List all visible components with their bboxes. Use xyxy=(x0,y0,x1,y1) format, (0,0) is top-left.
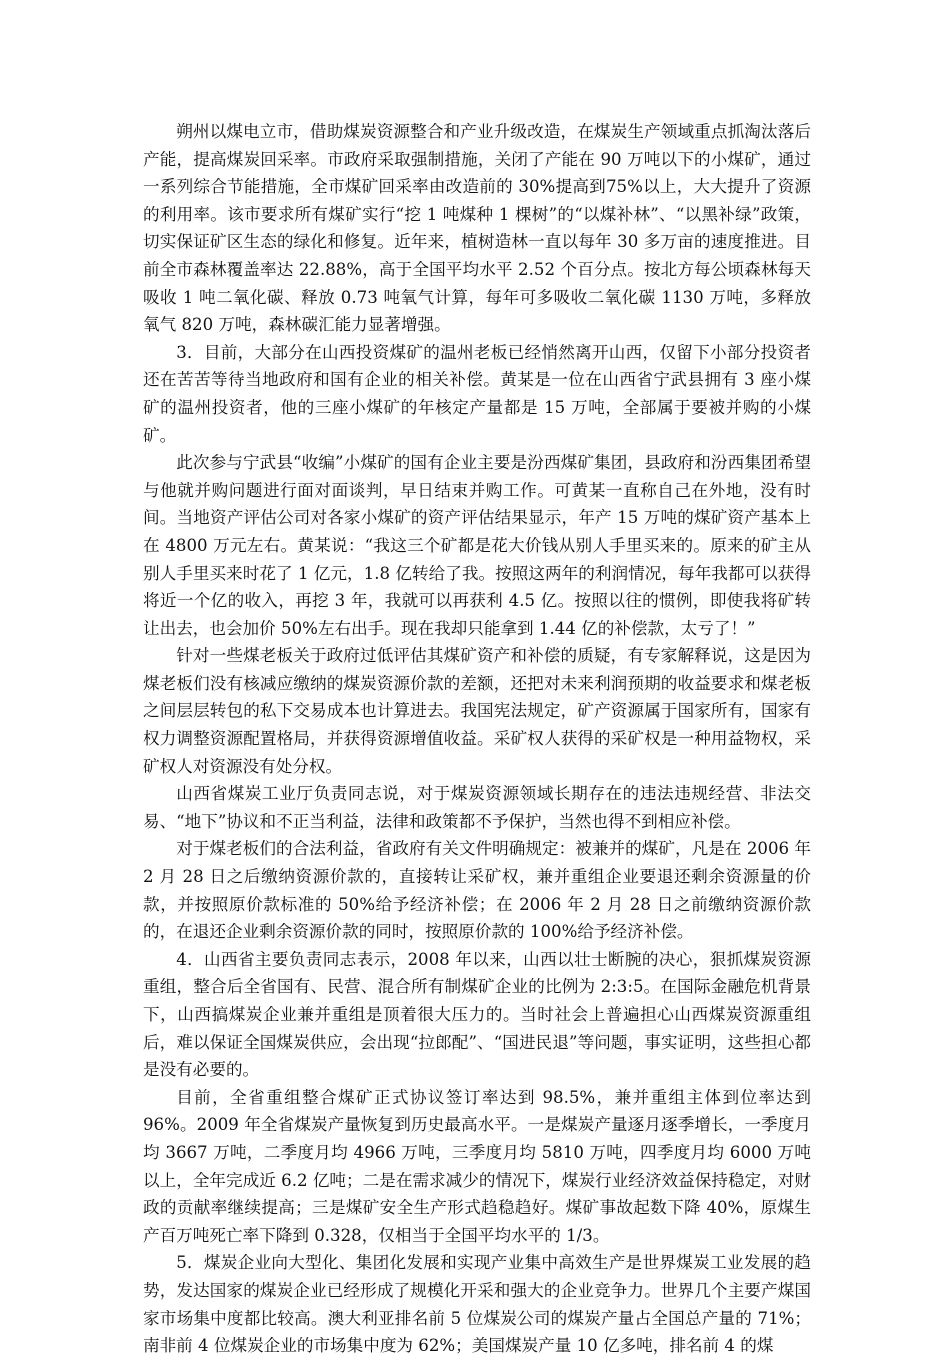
paragraph-coal-bureau: 山西省煤炭工业厅负责同志说，对于煤炭资源领域长期存在的违法违规经营、非法交易、“地下”协议和不正当利益，法律和政策都不予保护，当然也得不到相应补偿。 xyxy=(143,784,811,831)
paragraph-5: 5．煤炭企业向大型化、集团化发展和实现产业集中高效生产是世界煤炭工业发展的趋势，发达国家的煤炭企业已经形成了规模化开采和强大的企业竞争力。世界几个主要产煤国家市场集中度都比较高。澳大利亚排名前 5 位煤炭公司的煤炭产量占全国总产量的 71%；南非前 4 位煤炭企业的市场集中度为 62%；美国煤炭产量 10 亿多吨，排名前 4 的煤 xyxy=(143,1253,811,1356)
document-body xyxy=(143,118,811,1360)
paragraph-4: 4．山西省主要负责同志表示，2008 年以来，山西以壮士断腕的决心，狠抓煤炭资源重组，整合后全省国有、民营、混合所有制煤矿企业的比例为 2:3:5。在国际金融危机背景下，山西搞煤炭企业兼并重组是顶着很大压力的。当时社会上普遍担心山西煤炭资源重组后，难以保证全国煤炭供应，会出现“拉郎配”、“国进民退”等问题，事实证明，这些担心都是没有必要的。 xyxy=(143,949,811,1080)
paragraph-current-status: 目前，全省重组整合煤矿正式协议签订率达到 98.5%，兼并重组主体到位率达到 96%。2009 年全省煤炭产量恢复到历史最高水平。一是煤炭产量逐月逐季增长，一季度月均 3667 万吨，二季度月均 4966 万吨，三季度月均 5810 万吨，四季度月均 6000 万吨以上，全年完成近 6.2 亿吨；二是在需求减少的情况下，煤炭行业经济效益保持稳定，对财政的贡献率继续提高；三是煤矿安全生产形式趋稳趋好。煤矿事故起数下降 40%，原煤生产百万吨死亡率下降到 0.328，仅相当于全国平均水平的 1/3。 xyxy=(143,1087,811,1245)
paragraph-compensation: 对于煤老板们的合法利益，省政府有关文件明确规定：被兼并的煤矿，凡是在 2006 年 2 月 28 日之后缴纳资源价款的，直接转让采矿权，兼并重组企业要退还剩余资源量的价款，并按照原价款标准的 50%给予经济补偿；在 2006 年 2 月 28 日之前缴纳资源价款的，在退还企业剩余资源价款的同时，按照原价款的 100%给予经济补偿。 xyxy=(143,839,811,942)
paragraph-shuozhou: 朔州以煤电立市，借助煤炭资源整合和产业升级改造，在煤炭生产领域重点抓淘汰落后产能，提高煤炭回采率。市政府采取强制措施，关闭了产能在 90 万吨以下的小煤矿，通过一系列综合节能措施，全市煤矿回采率由改造前的 30%提高到75%以上，大大提升了资源的利用率。该市要求所有煤矿实行“挖 1 吨煤种 1 棵树”的“以煤补林”、“以黑补绿”政策，切实保证矿区生态的绿化和修复。近年来，植树造林一直以每年 30 多万亩的速度推进。目前全市森林覆盖率达 22.88%，高于全国平均水平 2.52 个百分点。按北方每公顷森林每天吸收 1 吨二氧化碳、释放 0.73 吨氧气计算，每年可多吸收二氧化碳 1130 万吨，多释放氧气 820 万吨，森林碳汇能力显著增强。 xyxy=(143,122,811,335)
paragraph-expert: 针对一些煤老板关于政府过低评估其煤矿资产和补偿的质疑，有专家解释说，这是因为煤老板们没有核减应缴纳的煤炭资源价款的差额，还把对未来利润预期的收益要求和煤老板之间层层转包的私下交易成本也计算进去。我国宪法规定，矿产资源属于国家所有，国家有权力调整资源配置格局，并获得资源增值收益。采矿权人获得的采矿权是一种用益物权，采矿权人对资源没有处分权。 xyxy=(143,646,811,776)
paragraph-fenxi: 此次参与宁武县“收编”小煤矿的国有企业主要是汾西煤矿集团，县政府和汾西集团希望与他就并购问题进行面对面谈判，早日结束并购工作。可黄某一直称自己在外地，没有时间。当地资产评估公司对各家小煤矿的资产评估结果显示，年产 15 万吨的煤矿资产基本上在 4800 万元左右。黄某说：“我这三个矿都是花大价钱从别人手里买来的。原来的矿主从别人手里买来时花了 1 亿元，1.8 亿转给了我。按照这两年的利润情况，每年我都可以获得将近一个亿的收入，再挖 3 年，我就可以再获利 4.5 亿。按照以往的惯例，即使我将矿转让出去，也会加价 50%左右出手。现在我却只能拿到 1.44 亿的补偿款，太亏了！” xyxy=(143,453,811,638)
paragraph-3: 3．目前，大部分在山西投资煤矿的温州老板已经悄然离开山西，仅留下小部分投资者还在苦苦等待当地政府和国有企业的相关补偿。黄某是一位在山西省宁武县拥有 3 座小煤矿的温州投资者，他的三座小煤矿的年核定产量都是 15 万吨，全部属于要被并购的小煤矿。 xyxy=(143,342,811,445)
